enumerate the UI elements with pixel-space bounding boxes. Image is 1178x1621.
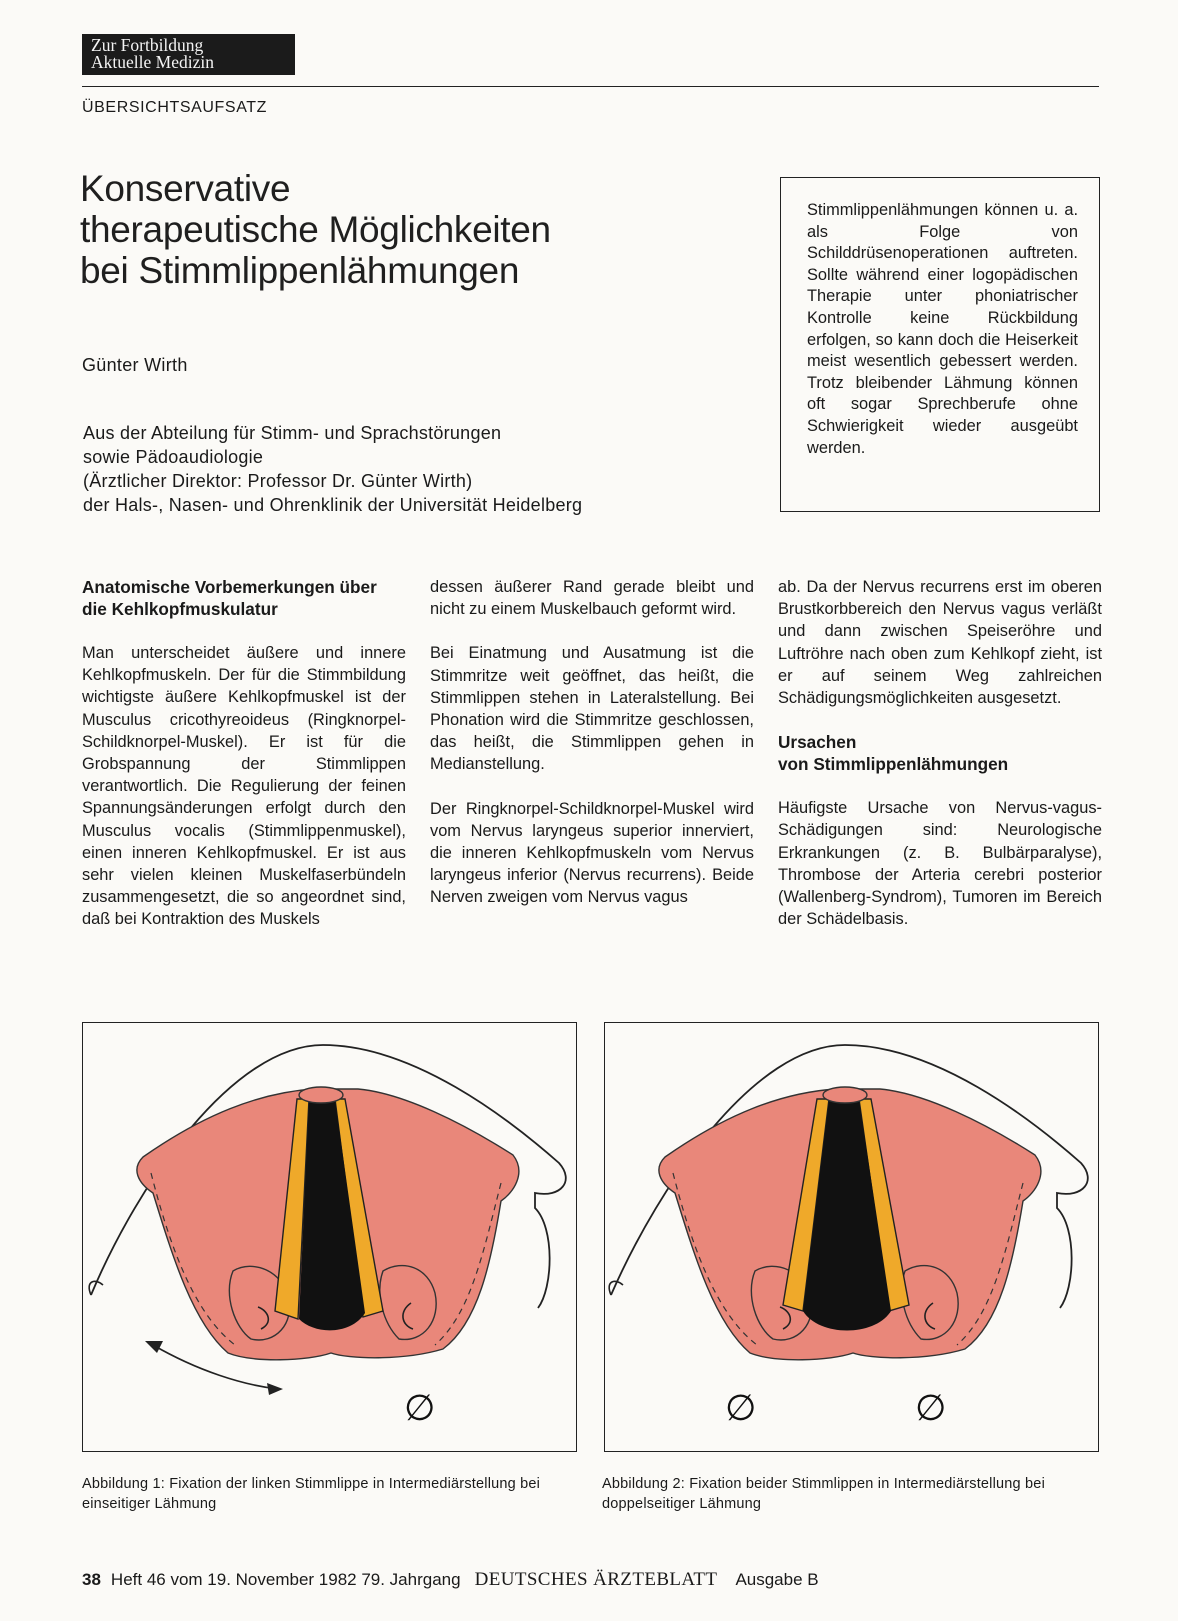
paragraph: Der Ringknorpel-Schildknorpel-Muskel wird vom Nervus laryngeus superior innerviert, die inneren Kehlkopfmuskeln vom Nervus laryngeus inferior (Nervus recurrens). Beide Nerven zweigen vom Nervus vagus bbox=[430, 799, 754, 907]
text-column-1 bbox=[82, 576, 406, 953]
larynx-illustration-2 bbox=[605, 1023, 1100, 1453]
text-column-3 bbox=[778, 576, 1102, 952]
larynx-illustration-1 bbox=[83, 1023, 578, 1453]
paralysis-symbol-left: ∅ bbox=[725, 1388, 757, 1429]
summary-box bbox=[780, 177, 1100, 512]
page-footer bbox=[82, 1569, 819, 1591]
title-line-3: bei Stimmlippenlähmungen bbox=[80, 250, 520, 291]
section-heading-anatomy: Anatomische Vorbemerkungen über die Kehlkopfmuskulatur bbox=[82, 577, 377, 619]
heading-line-2: von Stimmlippenlähmungen bbox=[778, 754, 1009, 775]
figure-2 bbox=[604, 1022, 1099, 1452]
paragraph: dessen äußerer Rand gerade bleibt und nicht zu einem Muskelbauch geformt wird. bbox=[430, 578, 754, 619]
heading-line-1: Ursachen bbox=[778, 732, 857, 753]
section-label-line-2: Aktuelle Medizin bbox=[91, 52, 214, 72]
page-number: 38 bbox=[82, 1570, 101, 1589]
affiliation-line-1: Aus der Abteilung für Stimm- und Sprachstörungen bbox=[83, 423, 502, 443]
section-heading-causes bbox=[778, 731, 1102, 775]
title-line-1: Konservative bbox=[80, 168, 291, 209]
issue-info: Heft 46 vom 19. November 1982 79. Jahrgang bbox=[110, 1570, 461, 1589]
section-label bbox=[82, 34, 295, 75]
paralysis-symbol-right: ∅ bbox=[915, 1388, 947, 1429]
section-label-line-1: Zur Fortbildung bbox=[91, 35, 204, 55]
summary-text: Stimmlippenlähmungen können u. a. als Folge von Schilddrüsenoperationen auftreten. Sollte während einer logopädischen Therapie unter phoniatrischer Kontrolle keine Rückbildung erfolgen, so kann doch die Heiserkeit meist wesentlich gebessert werden. Trotz bleibender Lähmung können oft sogar Sprechberufe ohne Schwierigkeit wieder ausgeübt werden. bbox=[807, 201, 1078, 457]
paralysis-symbol: ∅ bbox=[404, 1388, 436, 1429]
affiliation-line-4: der Hals-, Nasen- und Ohrenklinik der Universität Heidelberg bbox=[83, 495, 583, 515]
figure-1 bbox=[82, 1022, 577, 1452]
paragraph: Man unterscheidet äußere und innere Kehlkopfmuskeln. Der für die Stimmbildung wichtigste äußere Kehlkopfmuskel ist der Musculus cricothyreoideus (Ringknorpel-Schildknorpel-Muskel). Er ist für die Grobspannung der Stimmlippen verantwortlich. Die Regulierung der feinen Spannungsänderungen erfolgt durch den Musculus vocalis (Stimmlippenmuskel), einen inneren Kehlkopfmuskel. Er ist aus sehr vielen kleinen Muskelfaserbündeln zusammengesetzt, die so angeordnet sind, daß bei Kontraktion des Muskels bbox=[82, 644, 406, 929]
figure-2-caption: Abbildung 2: Fixation beider Stimmlippen in Intermediärstellung bei doppelseitiger Lähmung bbox=[602, 1476, 1045, 1512]
affiliation-line-3: (Ärztlicher Direktor: Professor Dr. Günter Wirth) bbox=[83, 471, 473, 491]
article-title bbox=[80, 168, 720, 291]
article-type: ÜBERSICHTSAUFSATZ bbox=[82, 99, 268, 116]
affiliation-line-2: sowie Pädoaudiologie bbox=[83, 447, 264, 467]
figure-1-caption: Abbildung 1: Fixation der linken Stimmlippe in Intermediärstellung bei einseitiger Lähmung bbox=[82, 1476, 541, 1512]
paragraph: ab. Da der Nervus recurrens erst im oberen Brustkorbbereich den Nervus vagus verläßt und dann zwischen Speiseröhre und Luftröhre nach oben zum Kehlkopf zieht, ist er auf seinem Weg zahlreichen Schädigungsmöglichkeiten ausgesetzt. bbox=[778, 578, 1102, 708]
header-rule bbox=[82, 86, 1099, 87]
journal-name: DEUTSCHES ÄRZTEBLATT bbox=[474, 1569, 718, 1590]
author: Günter Wirth bbox=[82, 355, 188, 375]
title-line-2: therapeutische Möglichkeiten bbox=[80, 209, 551, 250]
text-column-2 bbox=[430, 576, 754, 931]
edition: Ausgabe B bbox=[735, 1570, 819, 1589]
affiliation bbox=[83, 421, 582, 517]
paragraph: Bei Einatmung und Ausatmung ist die Stimmritze weit geöffnet, das heißt, die Stimmlippen stehen in Lateralstellung. Bei Phonation wird die Stimmritze geschlossen, das heißt, die Stimmlippen gehen in Medianstellung. bbox=[430, 644, 754, 774]
paragraph: Häufigste Ursache von Nervus-vagus-Schädigungen sind: Neurologische Erkrankungen (z. B. Bulbärparalyse), Thrombose der Arteria cerebri posterior (Wallenberg-Syndrom), Tumoren im Bereich der Schädelbasis. bbox=[778, 799, 1102, 929]
